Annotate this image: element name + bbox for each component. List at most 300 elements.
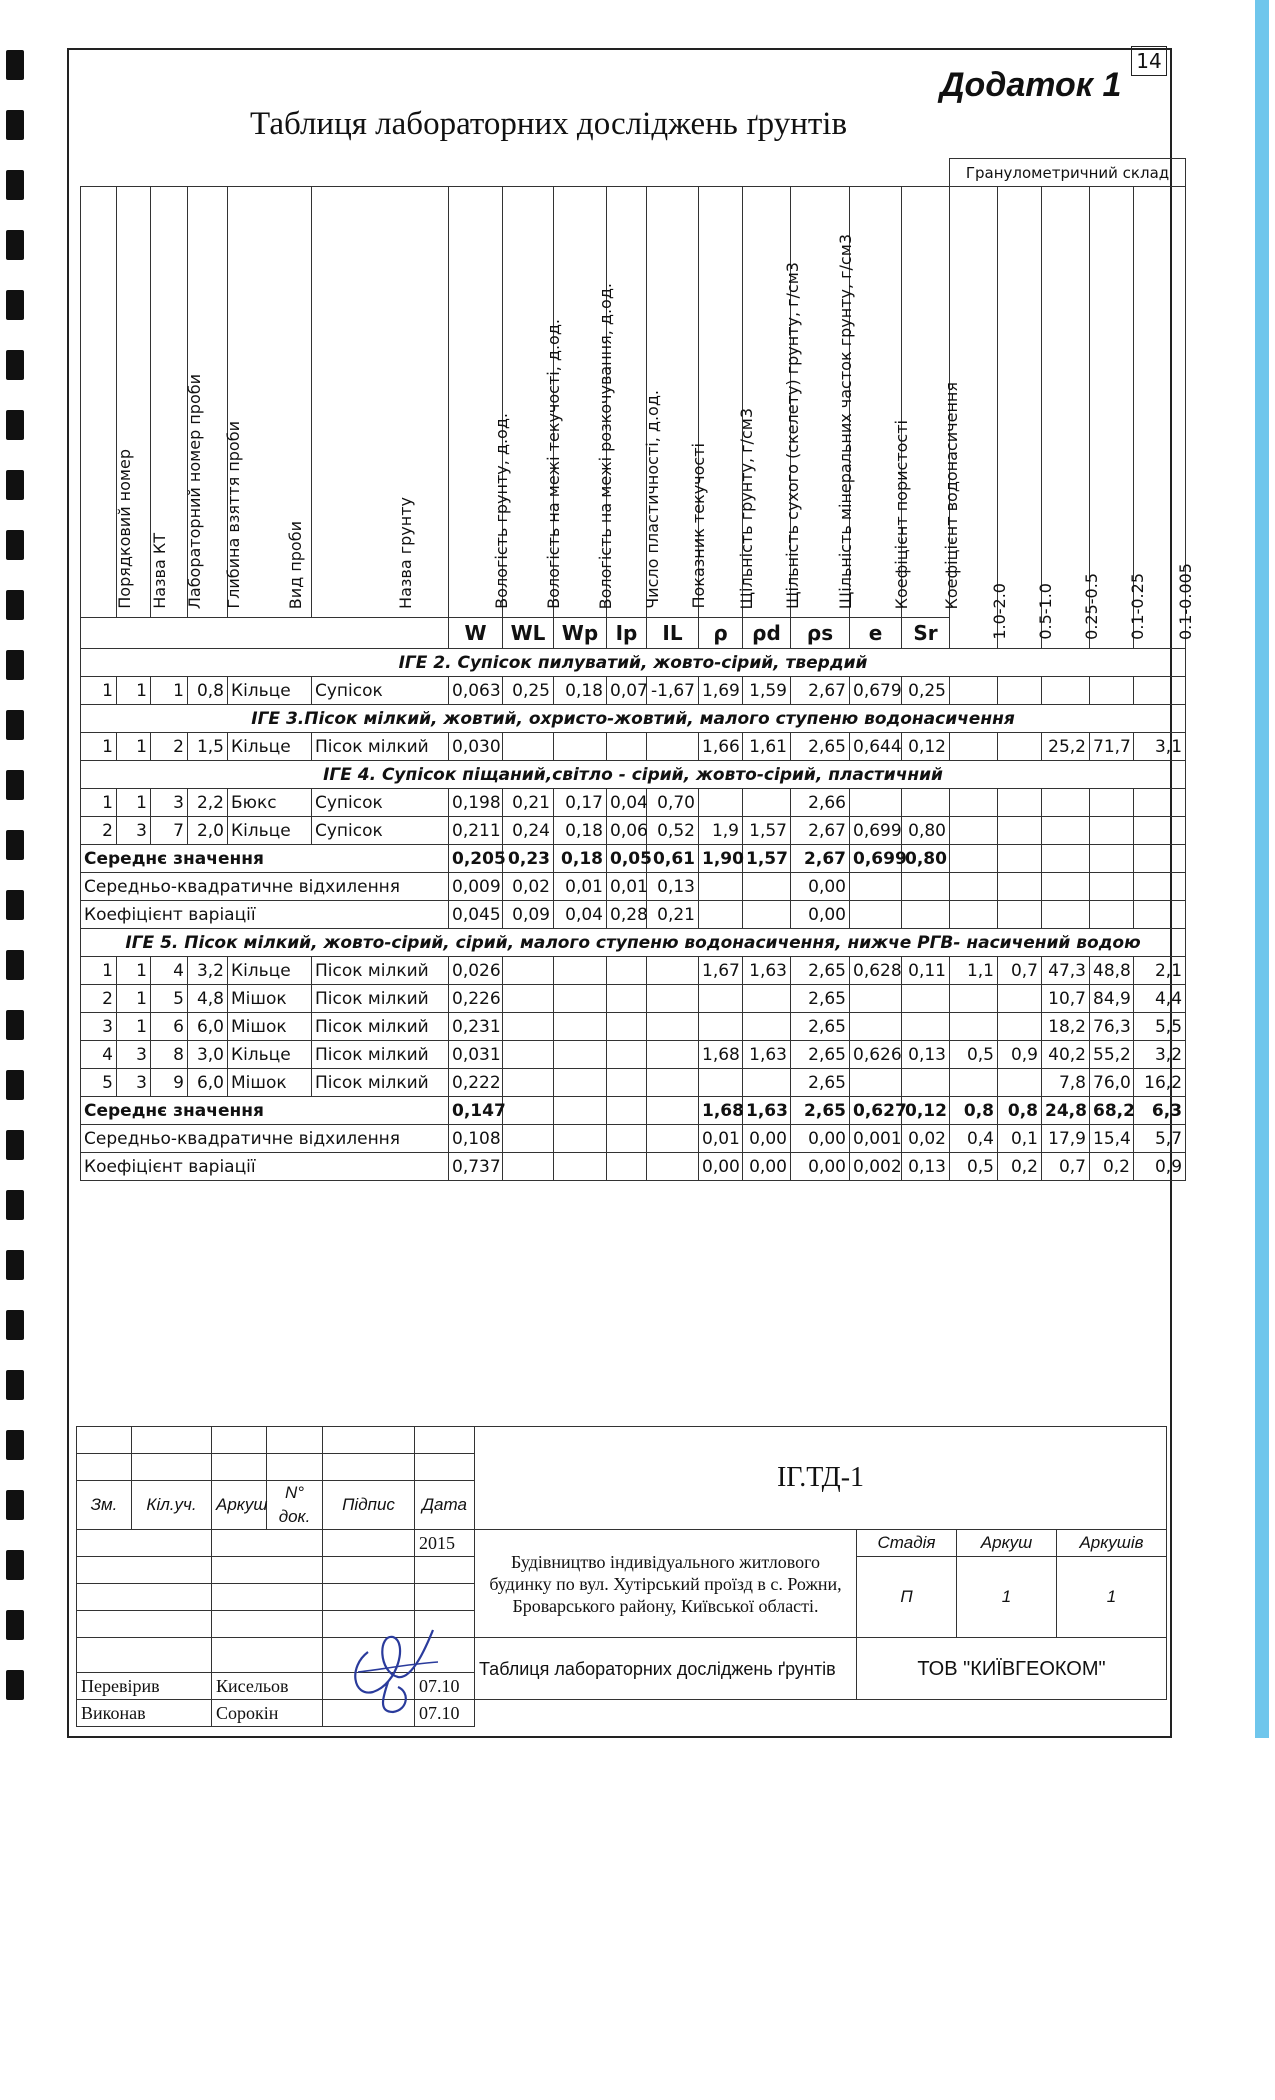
stat-value: 0,28 bbox=[607, 901, 647, 929]
table-cell: 1 bbox=[117, 1013, 151, 1041]
table-cell: 0,07 bbox=[607, 677, 647, 705]
stat-value bbox=[607, 1125, 647, 1153]
stat-value: 0,13 bbox=[902, 1153, 950, 1181]
column-header bbox=[998, 187, 1055, 649]
table-cell: 0,222 bbox=[449, 1069, 503, 1097]
title-block-table bbox=[76, 1426, 1167, 1727]
stat-value bbox=[607, 1153, 647, 1181]
stat-value: 6,3 bbox=[1134, 1097, 1186, 1125]
stat-value: 1,90 bbox=[699, 845, 743, 873]
appendix-label: Додаток 1 bbox=[940, 66, 1122, 104]
sheet-number: 14 bbox=[1131, 46, 1167, 76]
table-cell: Пісок мілкий bbox=[312, 957, 449, 985]
table-row bbox=[81, 1013, 1186, 1041]
header-count: Кіл.уч. bbox=[132, 1481, 212, 1530]
table-cell: 1 bbox=[81, 733, 117, 761]
stat-value bbox=[998, 845, 1042, 873]
symbol-cell: Sr bbox=[902, 618, 950, 649]
column-header-label: Щільність грунту, г/см3 bbox=[736, 407, 756, 609]
table-cell bbox=[998, 1069, 1042, 1097]
table-cell: 40,2 bbox=[1042, 1041, 1090, 1069]
stat-row bbox=[81, 845, 1186, 873]
table-cell: 10,7 bbox=[1042, 985, 1090, 1013]
section-title-row bbox=[81, 705, 1186, 733]
table-cell: 0,8 bbox=[188, 677, 228, 705]
stat-value: 68,2 bbox=[1090, 1097, 1134, 1125]
table-cell: 1,5 bbox=[188, 733, 228, 761]
table-cell: Супісок bbox=[312, 677, 449, 705]
stat-row bbox=[81, 1153, 1186, 1181]
stat-value: 0,699 bbox=[850, 845, 902, 873]
table-cell bbox=[554, 957, 607, 985]
table-cell: 6 bbox=[151, 1013, 188, 1041]
table-cell: 1 bbox=[117, 789, 151, 817]
table-cell: 2,65 bbox=[791, 733, 850, 761]
table-cell bbox=[950, 677, 998, 705]
column-header-label: Вид проби bbox=[285, 520, 305, 609]
column-header-label: Вологість грунту, д.од. bbox=[491, 413, 511, 609]
table-cell: 1,68 bbox=[699, 1041, 743, 1069]
table-cell bbox=[503, 1013, 554, 1041]
table-cell bbox=[902, 985, 950, 1013]
checked-date: 07.10 bbox=[415, 1673, 475, 1700]
table-cell: Пісок мілкий bbox=[312, 1013, 449, 1041]
column-header-label: Коефіцієнт пористості bbox=[891, 419, 911, 609]
table-cell: Кільце bbox=[228, 957, 312, 985]
table-cell: 0,18 bbox=[554, 677, 607, 705]
table-cell: 0,5 bbox=[950, 1041, 998, 1069]
section-title: ІГЕ 4. Супісок піщаний,світло - сірий, жовто-сірий, пластичний bbox=[81, 761, 1186, 789]
table-cell: 7 bbox=[151, 817, 188, 845]
checked-by-label: Перевірив bbox=[77, 1673, 212, 1700]
column-header-label: Назва КТ bbox=[149, 533, 169, 609]
stat-value bbox=[554, 1153, 607, 1181]
table-cell: 0,25 bbox=[503, 677, 554, 705]
stat-value bbox=[647, 1153, 699, 1181]
table-cell: 0,644 bbox=[850, 733, 902, 761]
stat-value: 0,80 bbox=[902, 845, 950, 873]
binder-hole bbox=[6, 950, 24, 980]
binder-hole bbox=[6, 1310, 24, 1340]
table-cell bbox=[998, 817, 1042, 845]
table-cell: 1,1 bbox=[950, 957, 998, 985]
table-cell: 5 bbox=[151, 985, 188, 1013]
granulometric-header: Гранулометричний склад bbox=[950, 159, 1186, 187]
table-cell: 0,679 bbox=[850, 677, 902, 705]
table-cell: 2,66 bbox=[791, 789, 850, 817]
stat-value: 1,68 bbox=[699, 1097, 743, 1125]
column-header-label: Число пластичності, д.од. bbox=[642, 390, 662, 609]
table-cell: 0,031 bbox=[449, 1041, 503, 1069]
section-title: ІГЕ 2. Супісок пилуватий, жовто-сірий, твердий bbox=[81, 649, 1186, 677]
table-cell bbox=[743, 1069, 791, 1097]
binder-hole bbox=[6, 50, 24, 80]
table-cell: 0,030 bbox=[449, 733, 503, 761]
binder-holes bbox=[0, 0, 40, 1740]
symbol-cell: e bbox=[850, 618, 902, 649]
table-cell bbox=[647, 1013, 699, 1041]
table-cell: 6,0 bbox=[188, 1069, 228, 1097]
stat-value: 0,01 bbox=[607, 873, 647, 901]
table-cell: 0,70 bbox=[647, 789, 699, 817]
done-by-label: Виконав bbox=[77, 1700, 212, 1727]
binder-hole bbox=[6, 1430, 24, 1460]
stat-value bbox=[647, 1097, 699, 1125]
binder-hole bbox=[6, 1370, 24, 1400]
stat-value: 0,001 bbox=[850, 1125, 902, 1153]
stat-value bbox=[1042, 873, 1090, 901]
binder-hole bbox=[6, 230, 24, 260]
table-cell: 0,9 bbox=[998, 1041, 1042, 1069]
stat-row bbox=[81, 901, 1186, 929]
binder-hole bbox=[6, 1550, 24, 1580]
table-cell: 1,63 bbox=[743, 1041, 791, 1069]
table-cell: 2,65 bbox=[791, 957, 850, 985]
table-cell: 0,628 bbox=[850, 957, 902, 985]
stat-label: Коефіцієнт варіації bbox=[81, 1153, 449, 1181]
table-cell: 3 bbox=[81, 1013, 117, 1041]
table-cell bbox=[850, 985, 902, 1013]
column-header bbox=[1134, 187, 1195, 649]
column-header bbox=[607, 187, 662, 618]
stat-value: 15,4 bbox=[1090, 1125, 1134, 1153]
table-cell bbox=[950, 1013, 998, 1041]
column-header bbox=[950, 187, 1009, 649]
header-date: Дата bbox=[415, 1481, 475, 1530]
stat-value bbox=[1042, 845, 1090, 873]
column-header-row bbox=[81, 187, 1186, 618]
title-block bbox=[76, 1426, 1166, 1727]
stat-value bbox=[998, 901, 1042, 929]
table-cell: 1,9 bbox=[699, 817, 743, 845]
table-cell: 0,226 bbox=[449, 985, 503, 1013]
table-cell: 5,5 bbox=[1134, 1013, 1186, 1041]
stat-value: 0,02 bbox=[902, 1125, 950, 1153]
table-cell: 16,2 bbox=[1134, 1069, 1186, 1097]
stat-value bbox=[503, 1153, 554, 1181]
lab-results-table bbox=[80, 158, 1195, 1181]
table-cell bbox=[998, 789, 1042, 817]
binder-hole bbox=[6, 650, 24, 680]
table-cell: 25,2 bbox=[1042, 733, 1090, 761]
table-cell: 3,0 bbox=[188, 1041, 228, 1069]
column-header-label: 0.1-0.005 bbox=[1175, 562, 1195, 640]
header-change: Зм. bbox=[77, 1481, 132, 1530]
table-cell bbox=[647, 1041, 699, 1069]
table-cell bbox=[1042, 789, 1090, 817]
column-header-label: Назва грунту bbox=[396, 497, 415, 609]
stat-value: 0,12 bbox=[902, 1097, 950, 1125]
section-title: ІГЕ 5. Пісок мілкий, жовто-сірий, сірий, малого ступеню водонасичення, нижче РГВ- насичений водою bbox=[81, 929, 1186, 957]
column-header bbox=[188, 187, 243, 618]
stat-value bbox=[902, 901, 950, 929]
sheets-value: 1 bbox=[1057, 1557, 1167, 1638]
table-cell: Супісок bbox=[312, 817, 449, 845]
stat-value: 0,8 bbox=[998, 1097, 1042, 1125]
table-cell: Кільце bbox=[228, 817, 312, 845]
table-cell: 2 bbox=[81, 985, 117, 1013]
stat-label: Середньо-квадратичне відхилення bbox=[81, 873, 449, 901]
table-cell: Кільце bbox=[228, 1041, 312, 1069]
table-cell bbox=[998, 733, 1042, 761]
column-header-label: Порядковий номер bbox=[114, 449, 134, 609]
table-cell bbox=[1042, 677, 1090, 705]
stat-value bbox=[850, 901, 902, 929]
stat-label: Середнє значення bbox=[81, 845, 449, 873]
table-cell bbox=[743, 789, 791, 817]
column-header-label: Щільність сухого (скелету) грунту, г/см3 bbox=[782, 262, 802, 609]
stat-value bbox=[1090, 873, 1134, 901]
table-cell: 0,198 bbox=[449, 789, 503, 817]
stat-value: 0,01 bbox=[699, 1125, 743, 1153]
column-header-label: 0.25-0.5 bbox=[1081, 573, 1101, 640]
table-row bbox=[81, 1041, 1186, 1069]
stat-value bbox=[503, 1097, 554, 1125]
table-cell: 0,211 bbox=[449, 817, 503, 845]
stat-value bbox=[699, 873, 743, 901]
stat-row bbox=[81, 1125, 1186, 1153]
table-cell: 4 bbox=[151, 957, 188, 985]
column-header-label: Лабораторний номер проби bbox=[185, 373, 204, 609]
table-cell: Пісок мілкий bbox=[312, 1069, 449, 1097]
table-cell: 1 bbox=[117, 985, 151, 1013]
stat-value bbox=[1090, 901, 1134, 929]
stat-label: Середнє значення bbox=[81, 1097, 449, 1125]
stat-value: 0,61 bbox=[647, 845, 699, 873]
stat-value: 0,108 bbox=[449, 1125, 503, 1153]
stat-value: 0,737 bbox=[449, 1153, 503, 1181]
column-header bbox=[791, 187, 855, 618]
table-cell bbox=[699, 985, 743, 1013]
stat-value: 0,02 bbox=[503, 873, 554, 901]
symbol-cell: ρd bbox=[743, 618, 791, 649]
table-cell bbox=[607, 1013, 647, 1041]
table-cell: 55,2 bbox=[1090, 1041, 1134, 1069]
column-header bbox=[81, 187, 134, 618]
table-cell: Супісок bbox=[312, 789, 449, 817]
stat-value: 0,4 bbox=[950, 1125, 998, 1153]
stat-value: 0,8 bbox=[950, 1097, 998, 1125]
table-cell: 0,626 bbox=[850, 1041, 902, 1069]
column-header bbox=[1090, 187, 1147, 649]
binder-hole bbox=[6, 1490, 24, 1520]
symbol-cell: Ip bbox=[607, 618, 647, 649]
table-cell: Пісок мілкий bbox=[312, 1041, 449, 1069]
table-cell: Пісок мілкий bbox=[312, 985, 449, 1013]
table-cell bbox=[554, 1041, 607, 1069]
table-cell bbox=[1134, 677, 1186, 705]
table-cell: 0,11 bbox=[902, 957, 950, 985]
organization-name: ТОВ "КИЇВГЕОКОМ" bbox=[857, 1638, 1167, 1700]
table-cell: 18,2 bbox=[1042, 1013, 1090, 1041]
stat-value bbox=[850, 873, 902, 901]
table-cell: 0,17 bbox=[554, 789, 607, 817]
binder-hole bbox=[6, 1190, 24, 1220]
column-header bbox=[228, 187, 312, 618]
table-cell bbox=[998, 985, 1042, 1013]
table-cell: 76,0 bbox=[1090, 1069, 1134, 1097]
table-cell: 0,18 bbox=[554, 817, 607, 845]
table-cell: Мішок bbox=[228, 1013, 312, 1041]
table-row bbox=[81, 817, 1186, 845]
table-cell bbox=[902, 789, 950, 817]
table-cell bbox=[554, 985, 607, 1013]
table-cell: 0,21 bbox=[503, 789, 554, 817]
symbol-cell: Wp bbox=[554, 618, 607, 649]
table-cell bbox=[1134, 817, 1186, 845]
table-cell: 1 bbox=[117, 957, 151, 985]
table-cell: 0,12 bbox=[902, 733, 950, 761]
binder-hole bbox=[6, 350, 24, 380]
table-cell: 2,65 bbox=[791, 985, 850, 1013]
table-cell: 1,69 bbox=[699, 677, 743, 705]
stat-value: 0,2 bbox=[998, 1153, 1042, 1181]
sheet-value: 1 bbox=[957, 1557, 1057, 1638]
table-cell bbox=[647, 1069, 699, 1097]
table-cell: 3,2 bbox=[188, 957, 228, 985]
table-cell bbox=[503, 957, 554, 985]
granulometry-header-row bbox=[81, 159, 1186, 187]
stat-value: 0,04 bbox=[554, 901, 607, 929]
table-cell bbox=[699, 789, 743, 817]
table-cell: 2,65 bbox=[791, 1013, 850, 1041]
table-cell: 1 bbox=[81, 957, 117, 985]
binder-hole bbox=[6, 890, 24, 920]
table-cell: 84,9 bbox=[1090, 985, 1134, 1013]
table-cell: 3 bbox=[117, 1069, 151, 1097]
table-cell: 3,2 bbox=[1134, 1041, 1186, 1069]
table-cell: 4 bbox=[81, 1041, 117, 1069]
column-header bbox=[699, 187, 756, 618]
table-cell: 0,13 bbox=[902, 1041, 950, 1069]
checked-by-name: Кисельов bbox=[212, 1673, 323, 1700]
table-cell: 7,8 bbox=[1042, 1069, 1090, 1097]
symbol-cell: WL bbox=[503, 618, 554, 649]
table-cell bbox=[699, 1013, 743, 1041]
table-cell: 0,80 bbox=[902, 817, 950, 845]
table-row bbox=[81, 789, 1186, 817]
column-header-label: Вологість на межі розкочування, д.од. bbox=[596, 282, 615, 609]
table-cell: 0,063 bbox=[449, 677, 503, 705]
binder-hole bbox=[6, 530, 24, 560]
stage-label: Стадія bbox=[857, 1530, 957, 1557]
binder-hole bbox=[6, 590, 24, 620]
stat-value: 1,63 bbox=[743, 1097, 791, 1125]
stat-value bbox=[950, 901, 998, 929]
table-cell: 3 bbox=[151, 789, 188, 817]
year: 2015 bbox=[415, 1530, 475, 1557]
table-cell bbox=[503, 733, 554, 761]
stat-value bbox=[950, 873, 998, 901]
binder-hole bbox=[6, 770, 24, 800]
table-cell: 0,24 bbox=[503, 817, 554, 845]
stat-value bbox=[1134, 845, 1186, 873]
column-header bbox=[850, 187, 911, 618]
stat-value bbox=[998, 873, 1042, 901]
table-cell bbox=[850, 1013, 902, 1041]
stat-label: Коефіцієнт варіації bbox=[81, 901, 449, 929]
table-cell: 1,66 bbox=[699, 733, 743, 761]
table-cell: 47,3 bbox=[1042, 957, 1090, 985]
table-row bbox=[81, 1069, 1186, 1097]
column-header-label: 0.1-0.25 bbox=[1127, 573, 1147, 640]
table-cell bbox=[902, 1013, 950, 1041]
table-cell: 1 bbox=[117, 733, 151, 761]
table-cell bbox=[998, 677, 1042, 705]
stat-value bbox=[902, 873, 950, 901]
table-row bbox=[81, 677, 1186, 705]
table-cell: 0,06 bbox=[607, 817, 647, 845]
table-cell: 0,52 bbox=[647, 817, 699, 845]
section-title: ІГЕ 3.Пісок мілкий, жовтий, охристо-жовтий, малого ступеню водонасичення bbox=[81, 705, 1186, 733]
stat-value bbox=[699, 901, 743, 929]
binder-hole bbox=[6, 1670, 24, 1700]
table-cell bbox=[647, 957, 699, 985]
sheet-title: Таблиця лабораторних досліджень ґрунтів bbox=[475, 1638, 857, 1700]
table-cell: 3,1 bbox=[1134, 733, 1186, 761]
table-cell: 9 bbox=[151, 1069, 188, 1097]
stat-value: 0,7 bbox=[1042, 1153, 1090, 1181]
column-header-label: Глибина взяття проби bbox=[223, 421, 243, 609]
column-header bbox=[117, 187, 169, 618]
header-sheet: Аркуш bbox=[212, 1481, 267, 1530]
stat-value bbox=[554, 1125, 607, 1153]
table-cell: 2,2 bbox=[188, 789, 228, 817]
stat-value: 0,1 bbox=[998, 1125, 1042, 1153]
table-cell bbox=[950, 733, 998, 761]
table-cell: 1,67 bbox=[699, 957, 743, 985]
column-header bbox=[902, 187, 961, 618]
stat-value: 0,00 bbox=[743, 1125, 791, 1153]
stat-value: 0,045 bbox=[449, 901, 503, 929]
stat-value: 0,9 bbox=[1134, 1153, 1186, 1181]
column-header bbox=[554, 187, 615, 618]
binder-hole bbox=[6, 830, 24, 860]
table-cell: 5 bbox=[81, 1069, 117, 1097]
stat-value: 0,00 bbox=[791, 901, 850, 929]
table-cell: 71,7 bbox=[1090, 733, 1134, 761]
page-edge bbox=[1255, 0, 1269, 1738]
header-doc-number: N° док. bbox=[267, 1481, 323, 1530]
table-cell bbox=[1042, 817, 1090, 845]
column-header bbox=[312, 187, 449, 618]
stat-value: 24,8 bbox=[1042, 1097, 1090, 1125]
done-by-name: Сорокін bbox=[212, 1700, 323, 1727]
table-cell: Кільце bbox=[228, 733, 312, 761]
table-cell bbox=[554, 1013, 607, 1041]
done-date: 07.10 bbox=[415, 1700, 475, 1727]
stat-value: 0,00 bbox=[699, 1153, 743, 1181]
table-cell bbox=[503, 985, 554, 1013]
stat-value: 1,57 bbox=[743, 845, 791, 873]
column-header bbox=[647, 187, 708, 618]
table-cell: 2,0 bbox=[188, 817, 228, 845]
table-row bbox=[81, 957, 1186, 985]
table-cell bbox=[554, 1069, 607, 1097]
table-cell bbox=[850, 789, 902, 817]
table-cell bbox=[1090, 677, 1134, 705]
stat-value bbox=[743, 873, 791, 901]
column-header-label: 1.0-2.0 bbox=[989, 583, 1009, 640]
table-cell bbox=[850, 1069, 902, 1097]
stat-value bbox=[950, 845, 998, 873]
stat-value: 0,00 bbox=[791, 1125, 850, 1153]
table-cell: 0,25 bbox=[902, 677, 950, 705]
section-title-row bbox=[81, 929, 1186, 957]
column-header-label: Вологість на межі текучості, д.од. bbox=[544, 319, 563, 609]
binder-hole bbox=[6, 170, 24, 200]
table-cell: 0,04 bbox=[607, 789, 647, 817]
